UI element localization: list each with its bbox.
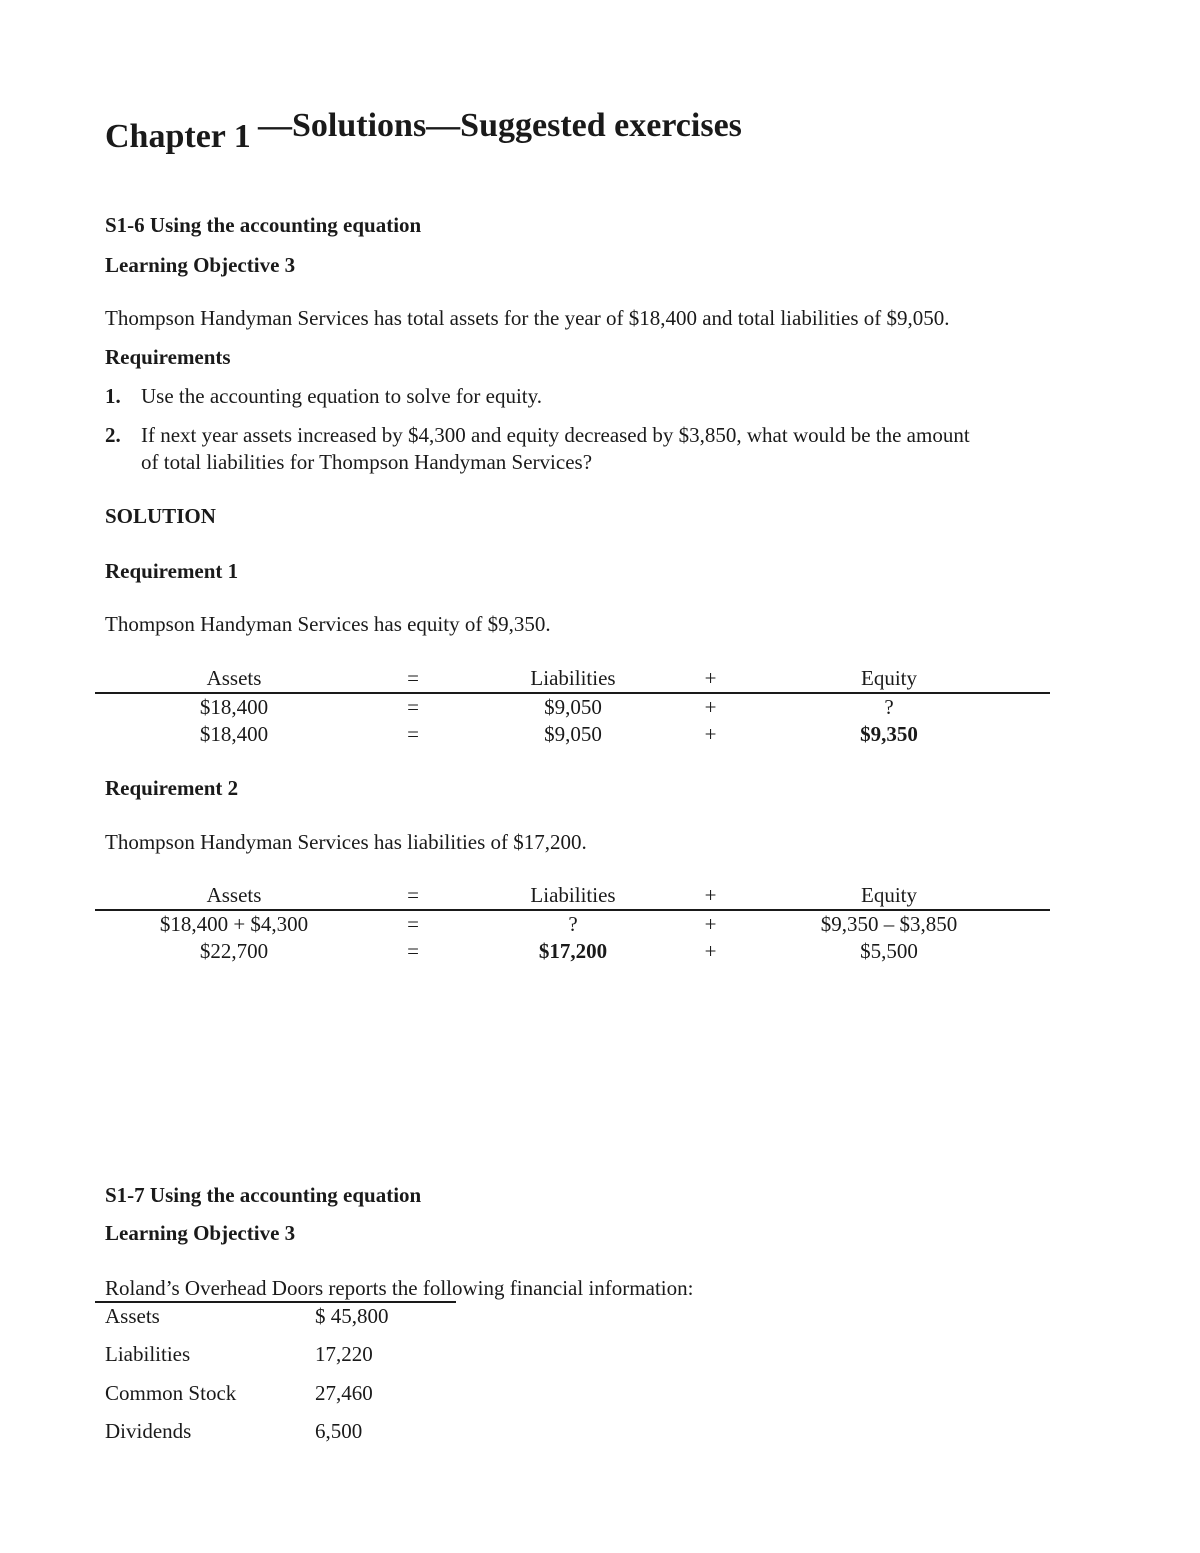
- requirement-2-statement: Thompson Handyman Services has liabilities of $17,200.: [105, 830, 587, 854]
- cell-equals: =: [407, 695, 419, 719]
- cell-liabilities: $9,050: [544, 695, 602, 719]
- requirement-number: 2.: [105, 423, 121, 447]
- item-value: 17,220: [315, 1342, 373, 1366]
- cell-liabilities: $9,050: [544, 722, 602, 746]
- cell-liabilities-answer: $17,200: [538, 939, 608, 963]
- requirement-1-heading: Requirement 1: [105, 559, 239, 583]
- item-value: $ 45,800: [315, 1304, 389, 1328]
- table-top-rule: [95, 1301, 456, 1303]
- requirements-heading: Requirements: [105, 345, 231, 369]
- table-header-row: [95, 665, 1050, 693]
- cell-equals: =: [407, 939, 419, 963]
- header-plus: +: [693, 665, 728, 693]
- item-label: Common Stock: [105, 1381, 237, 1405]
- item-value: 27,460: [315, 1381, 373, 1405]
- cell-plus: +: [704, 912, 717, 936]
- equation-table-2: [95, 882, 1050, 965]
- cell-plus: +: [704, 695, 717, 719]
- cell-equity-answer: $9,350: [860, 722, 918, 746]
- header-liabilities: Liabilities: [453, 882, 693, 910]
- item-label: Dividends: [105, 1419, 192, 1443]
- cell-assets: $18,400 + $4,300: [159, 912, 309, 936]
- requirement-2-heading: Requirement 2: [105, 776, 239, 800]
- exercise-heading-s1-7: S1-7 Using the accounting equation: [105, 1183, 422, 1207]
- equation-table-1: [95, 665, 1050, 748]
- header-equals: =: [373, 665, 453, 693]
- header-plus: +: [693, 882, 728, 910]
- page-title-subtitle: —Solutions—Suggested exercises: [258, 107, 742, 144]
- requirement-text-continued: of total liabilities for Thompson Handyman Services?: [141, 450, 593, 474]
- item-value: 6,500: [315, 1419, 363, 1443]
- cell-assets: $22,700: [199, 939, 269, 963]
- header-equity: Equity: [728, 882, 1050, 910]
- header-equals: =: [373, 882, 453, 910]
- cell-equity: ?: [884, 695, 894, 719]
- learning-objective-s1-6: Learning Objective 3: [105, 253, 296, 277]
- requirement-text: If next year assets increased by $4,300 and equity decreased by $3,850, what would be the amount: [141, 423, 970, 447]
- requirement-1-statement: Thompson Handyman Services has equity of $9,350.: [105, 612, 551, 636]
- item-label: Liabilities: [105, 1342, 191, 1366]
- header-liabilities: Liabilities: [453, 665, 693, 693]
- cell-plus: +: [704, 939, 717, 963]
- cell-assets: $18,400: [199, 695, 269, 719]
- item-label: Assets: [105, 1304, 160, 1328]
- header-equity: Equity: [728, 665, 1050, 693]
- cell-equals: =: [407, 722, 419, 746]
- learning-objective-s1-7: Learning Objective 3: [105, 1221, 296, 1245]
- solution-heading: SOLUTION: [105, 504, 216, 528]
- requirement-item-1: [105, 384, 542, 409]
- table-row: [95, 721, 1050, 748]
- header-assets: Assets: [95, 665, 373, 693]
- table-row: [95, 938, 1050, 965]
- cell-plus: +: [704, 722, 717, 746]
- cell-equals: =: [407, 912, 419, 936]
- exercise-heading-s1-6: S1-6 Using the accounting equation: [105, 213, 422, 237]
- financial-info-intro: Roland’s Overhead Doors reports the following financial information:: [105, 1276, 694, 1300]
- cell-assets: $18,400: [199, 722, 269, 746]
- table-row: [95, 693, 1050, 721]
- table-header-row: [95, 882, 1050, 910]
- requirement-number: 1.: [105, 384, 121, 408]
- header-assets: Assets: [95, 882, 373, 910]
- cell-equity: $9,350 – $3,850: [820, 912, 958, 936]
- requirement-item-2: [105, 423, 970, 448]
- table-row: [95, 910, 1050, 938]
- problem-statement-s1-6: Thompson Handyman Services has total assets for the year of $18,400 and total liabilities of $9,050.: [105, 306, 950, 330]
- cell-equity: $5,500: [860, 939, 918, 963]
- requirement-text: Use the accounting equation to solve for equity.: [141, 384, 543, 408]
- page-title-chapter: Chapter 1: [105, 118, 251, 155]
- cell-liabilities: ?: [568, 912, 578, 936]
